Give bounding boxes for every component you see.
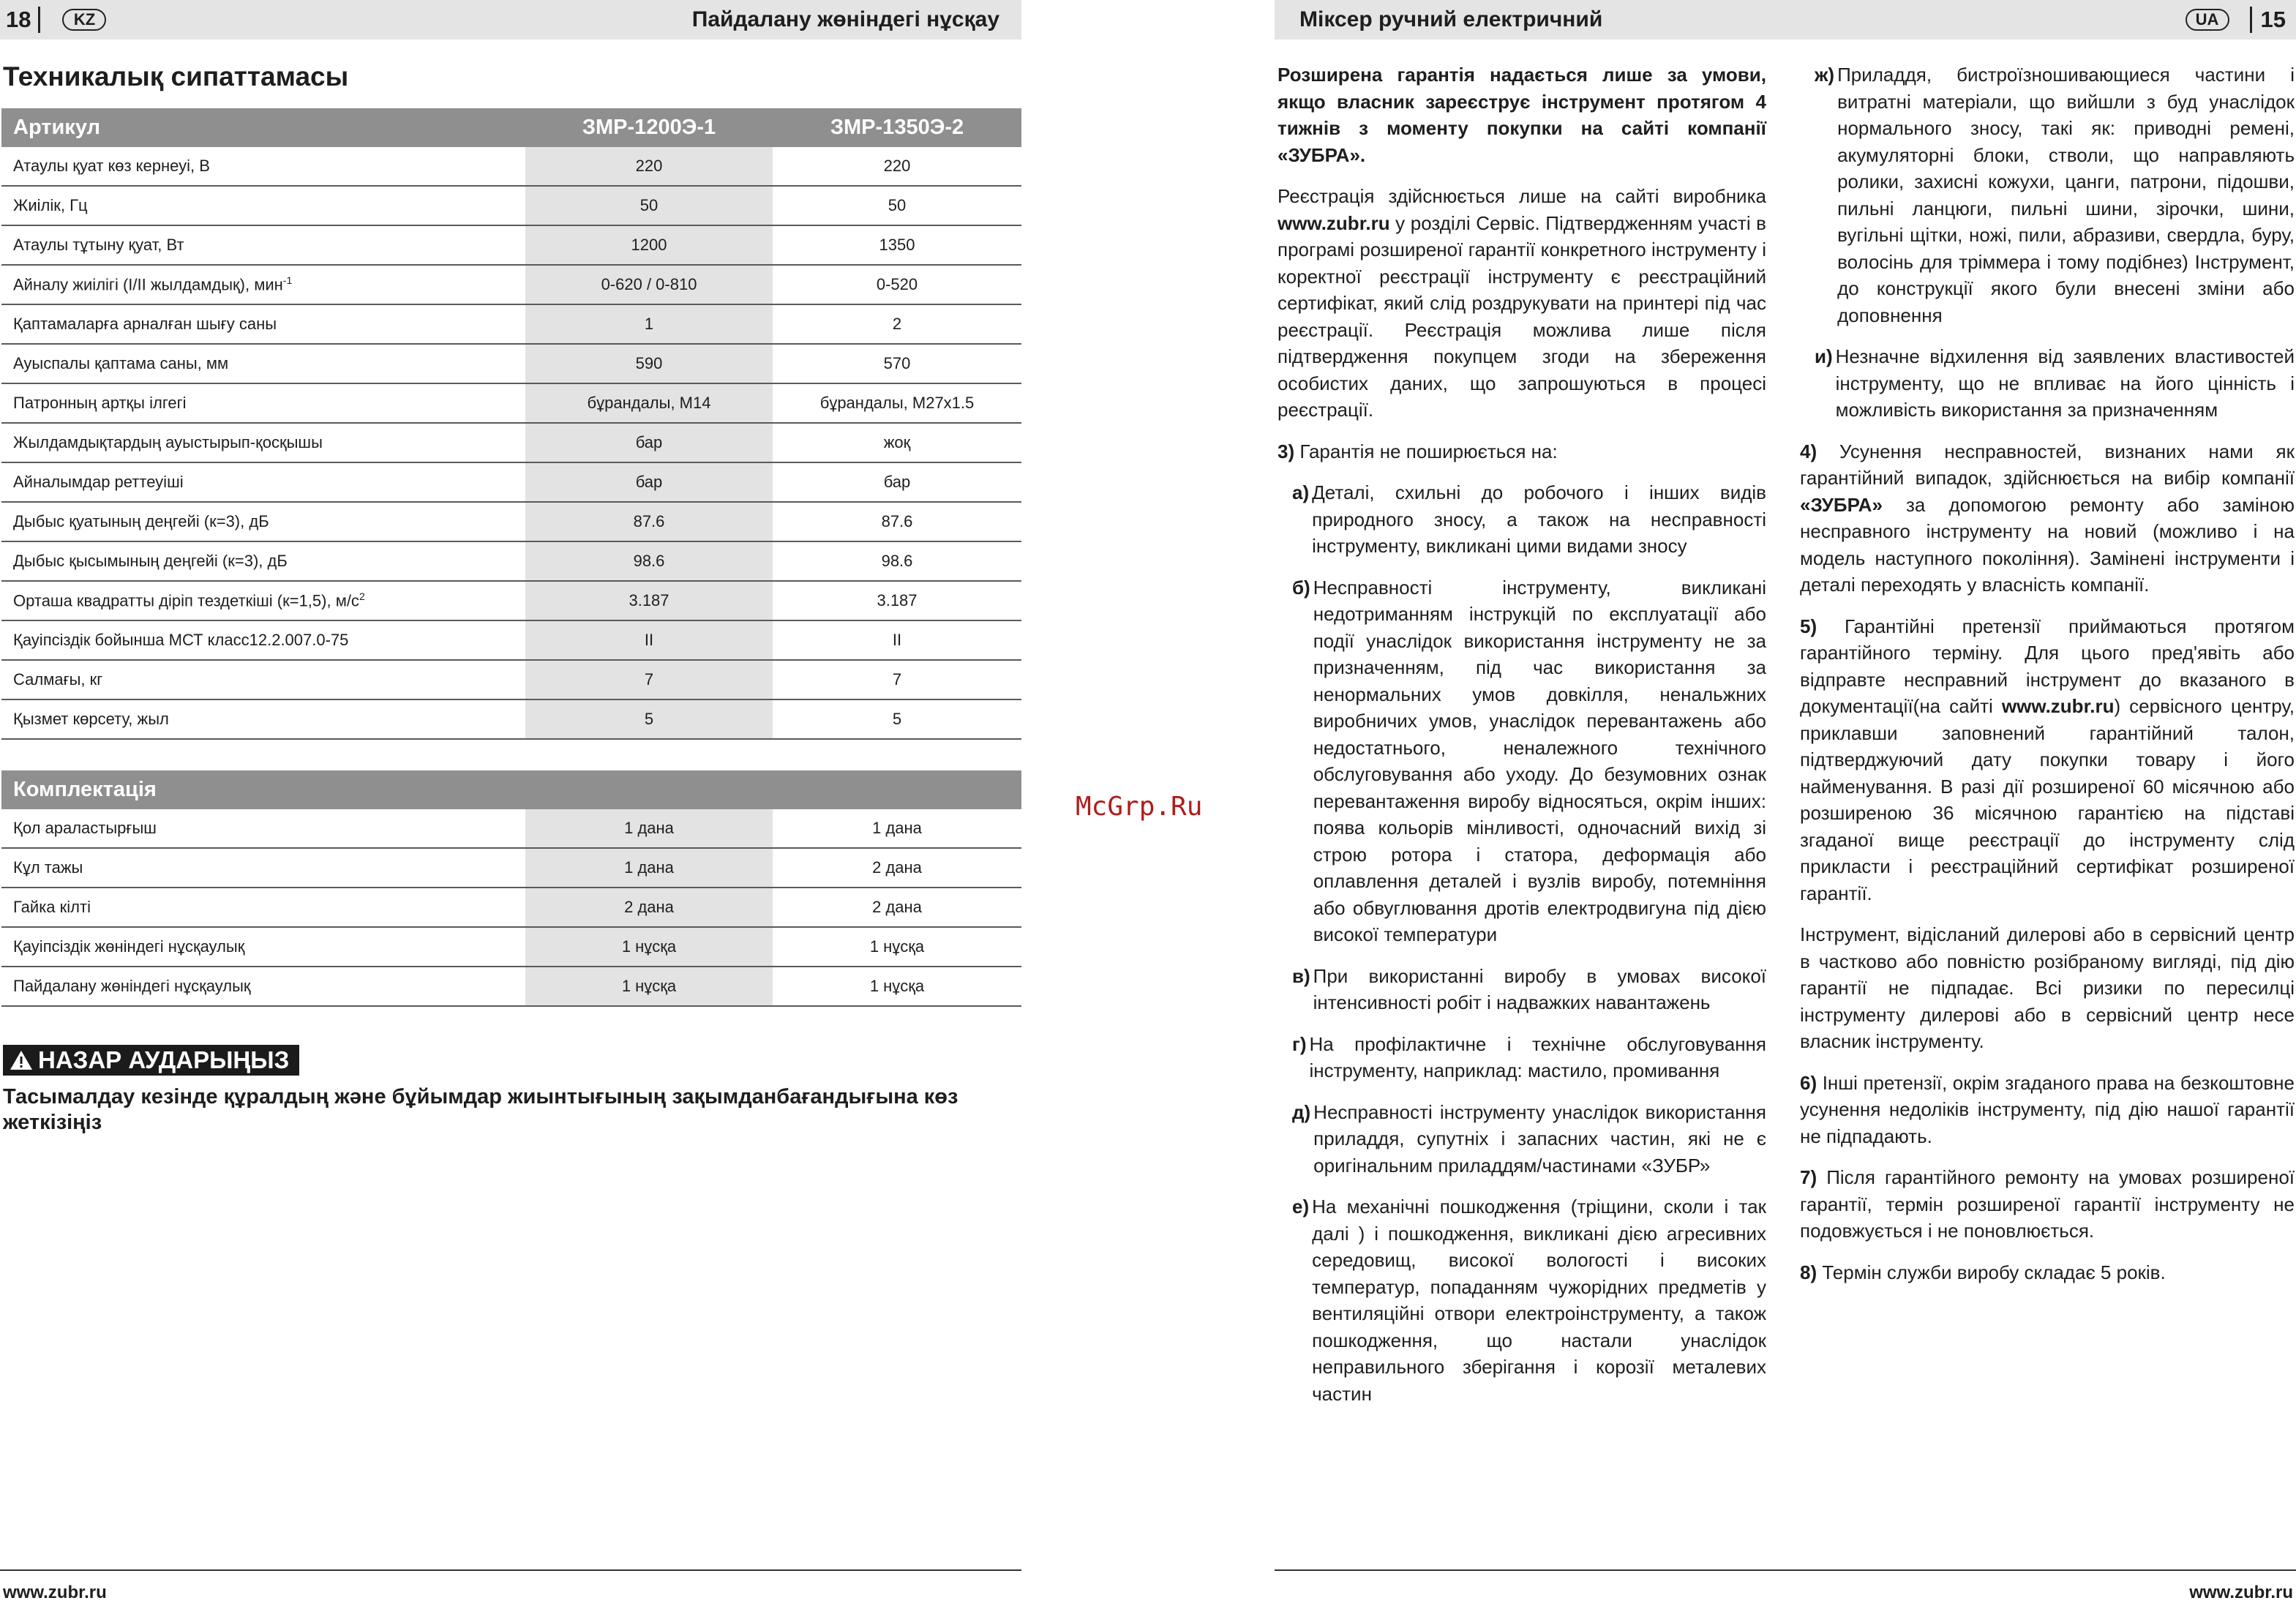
table-row bbox=[1, 383, 1021, 423]
row-value-model-1: бұрандалы, М14 bbox=[525, 383, 773, 423]
row-value-model-2: 87.6 bbox=[773, 502, 1021, 541]
left-footer-line bbox=[0, 1569, 1021, 1571]
right-header-title: Міксер ручний електричний bbox=[1299, 7, 1603, 31]
row-label: Айналу жиілігі (I/II жылдамдық), мин$^{-1}$ bbox=[1, 265, 525, 304]
row-value-model-2: 7 bbox=[773, 660, 1021, 699]
row-value-model-2: 50 bbox=[773, 186, 1021, 225]
lang-badge-kz: KZ bbox=[62, 9, 106, 31]
row-label: Атаулы тұтыну қуат, Вт bbox=[1, 225, 525, 265]
header-divider bbox=[2250, 7, 2252, 33]
table-row bbox=[1, 927, 1021, 967]
right-footer-url[interactable]: www.zubr.ru bbox=[2189, 1583, 2293, 1602]
right-page bbox=[1275, 0, 2296, 1617]
row-value-model-1: 590 bbox=[525, 344, 773, 383]
spec-header-model-2: ЗМР-1350Э-2 bbox=[773, 108, 1021, 147]
table-row bbox=[1, 462, 1021, 502]
row-label: Гайка кілті bbox=[1, 888, 525, 927]
table-row bbox=[1, 581, 1021, 620]
row-value-model-1: бар bbox=[525, 423, 773, 462]
spec-header-row bbox=[1, 108, 1021, 147]
left-page-number: 18 bbox=[6, 7, 31, 32]
row-value-model-2: 0-520 bbox=[773, 265, 1021, 304]
warning-header bbox=[3, 1045, 299, 1076]
row-value-model-1: 1 bbox=[525, 304, 773, 344]
table-row bbox=[1, 344, 1021, 383]
list-item: б) Несправності інструменту, викликані недотриманням інструкцій по експлуатації або події унаслідок використання інструменту не за призначенням, під час використання за ненормальних умов довкілля, ненальжних виробничих умов, унаслідок перевантажень або недостатнього, неналежного технічного обслуговування або уходу. До безумовних ознак перевантаження виробу відносяться, окрім інших: поява кольорів мінливості, одночасний вихід зі строю ротора і статора, деформація або оплавлення деталей і вузлів виробу, потемніння або обвуглювання дротів електродвигуна під дією високої температури bbox=[1292, 576, 1766, 945]
paragraph-shipping: Інструмент, відісланий дилерові або в сервісний центр в частково або повністю розібраному вигляді, під дію гарантії не підпадає. Всі ризики по пересилці інструменту дилерові або в сервісний центр несе власник інструменту. bbox=[1800, 923, 2295, 1052]
row-value-model-1: 5 bbox=[525, 699, 773, 739]
table-row bbox=[1, 423, 1021, 462]
lang-badge-ua: UA bbox=[2186, 9, 2229, 31]
kit-body bbox=[1, 809, 1021, 1006]
row-label: Патронның артқы ілгегі bbox=[1, 383, 525, 423]
kit-header-row bbox=[1, 770, 1021, 809]
table-row bbox=[1, 541, 1021, 581]
section-title: Техникалық сипаттамасы bbox=[3, 61, 349, 91]
warning-triangle-icon bbox=[9, 1049, 34, 1071]
paragraph-7: 7) Після гарантійного ремонту на умовах розширеної гарантії, термін розширеної гарантії інструменту не подовжується і не поновлюється. bbox=[1800, 1166, 2295, 1242]
row-label: Дыбыс қуатының деңгейі (к=3), дБ bbox=[1, 502, 525, 541]
row-value-model-1: 2 дана bbox=[525, 888, 773, 927]
table-row bbox=[1, 620, 1021, 660]
row-label: Қауіпсіздік жөніндегі нұсқаулық bbox=[1, 927, 525, 967]
kit-header: Комплектація bbox=[1, 770, 1021, 809]
registration-paragraph: Реєстрація здійснюється лише на сайті виробника www.zubr.ru у розділі Сервіс. Підтвердженням участі в програмі розширеної гарантії конкретного інструменту і коректної реєстрації інструменту є реєстраційний сертифікат, який слід роздрукувати на принтері під час реєстрації. Реєстрація можлива лише після підтвердження покупцем згоди на збереження особистих даних, що запрошуються в процесі реєстрації. bbox=[1278, 185, 1766, 421]
table-row bbox=[1, 699, 1021, 739]
row-value-model-2: 2 дана bbox=[773, 888, 1021, 927]
left-footer-url[interactable]: www.zubr.ru bbox=[3, 1583, 107, 1602]
list-item: г) На профілактичне і технічне обслуговування інструменту, наприклад: мастило, промивання bbox=[1292, 1032, 1766, 1081]
row-label: Қол араластырғыш bbox=[1, 809, 525, 848]
row-label: Қауіпсіздік бойынша МСТ класс12.2.007.0-75 bbox=[1, 620, 525, 660]
row-value-model-1: 1 нұсқа bbox=[525, 927, 773, 967]
row-label: Кұл тажы bbox=[1, 848, 525, 888]
table-row bbox=[1, 848, 1021, 888]
list-item: в) При використанні виробу в умовах високої інтенсивності робіт і надважких навантажень bbox=[1292, 964, 1766, 1013]
row-value-model-2: жоқ bbox=[773, 423, 1021, 462]
row-value-model-2: 570 bbox=[773, 344, 1021, 383]
table-row bbox=[1, 147, 1021, 186]
table-row bbox=[1, 888, 1021, 927]
list-item: ж) Приладдя, бистроїзношивающиеся частини і витратні матеріали, що вийшли з буд унаслідок нормального зносу, такі як: приводні ремені, акумуляторні блоки, стволи, що направляють ролики, захисні кожухи, цанги, патрони, підошви, пильні ланцюги, пильні шини, зірочки, шини, вугільні щітки, ножі, пили, абразиви, свердла, буру, волосінь для тріммера і тому подібнез) Інструмент, до конструкції якого були внесені зміни або доповнення bbox=[1815, 64, 2295, 326]
row-value-model-1: 87.6 bbox=[525, 502, 773, 541]
right-column-2 bbox=[1800, 61, 2295, 1300]
row-value-model-1: 98.6 bbox=[525, 541, 773, 581]
row-value-model-1: 0-620 / 0-810 bbox=[525, 265, 773, 304]
row-value-model-2: 1 нұсқа bbox=[773, 967, 1021, 1006]
row-label: Қызмет көрсету, жыл bbox=[1, 699, 525, 739]
row-value-model-1: 7 bbox=[525, 660, 773, 699]
paragraph-8: 8) Термін служби виробу складає 5 років. bbox=[1800, 1261, 2166, 1283]
exclusions-list bbox=[1278, 479, 1766, 1407]
kit-table bbox=[1, 770, 1021, 1007]
row-value-model-2: 5 bbox=[773, 699, 1021, 739]
row-label: Жылдамдықтардың ауыстырып-қосқышы bbox=[1, 423, 525, 462]
extended-warranty-intro: Розширена гарантія надається лише за умови, якщо власник зареєструє інструмент протягом 4 тижнів з моменту покупки на сайті компанії «ЗУБРА». bbox=[1278, 64, 1766, 166]
warning-text: Тасымалдау кезінде құралдың және бұйымдар жиынтығының зақымданбағандығына көз жеткізіңіз bbox=[3, 1085, 958, 1134]
row-value-model-2: II bbox=[773, 620, 1021, 660]
spec-table bbox=[1, 108, 1021, 740]
warning-title: НАЗАР АУДАРЫҢЫЗ bbox=[38, 1046, 290, 1073]
list-item: и) Незначне відхилення від заявлених властивостей інструменту, що не впливає на його цінність і можливість використання за призначенням bbox=[1815, 345, 2295, 421]
table-row bbox=[1, 809, 1021, 848]
header-divider bbox=[38, 7, 40, 33]
spec-body bbox=[1, 147, 1021, 739]
right-footer-line bbox=[1275, 1569, 2296, 1571]
list-item: д) Несправності інструменту унаслідок використання приладдя, супутніх і запасних частин, які не є оригінальним приладдям/частинами «ЗУБР» bbox=[1292, 1100, 1766, 1177]
left-page bbox=[0, 0, 1021, 1617]
row-value-model-1: 1 дана bbox=[525, 809, 773, 848]
row-value-model-2: 2 bbox=[773, 304, 1021, 344]
warranty-exclusions-title: 3) Гарантія не поширюється на: bbox=[1278, 440, 1558, 462]
row-value-model-2: 2 дана bbox=[773, 848, 1021, 888]
row-label: Айналымдар реттеуіші bbox=[1, 462, 525, 502]
row-value-model-1: 220 bbox=[525, 147, 773, 186]
spec-header-model-1: ЗМР-1200Э-1 bbox=[525, 108, 773, 147]
row-label: Орташа квадратты діріп тездеткіші (к=1,5), $м/с^2$ bbox=[1, 581, 525, 620]
right-column-1 bbox=[1278, 61, 1766, 1422]
table-row bbox=[1, 967, 1021, 1006]
table-row bbox=[1, 660, 1021, 699]
row-value-model-1: 1 нұсқа bbox=[525, 967, 773, 1006]
row-value-model-2: 98.6 bbox=[773, 541, 1021, 581]
row-label: Дыбыс қысымының деңгейі (к=3), дБ bbox=[1, 541, 525, 581]
table-row bbox=[1, 225, 1021, 265]
row-value-model-1: 1200 bbox=[525, 225, 773, 265]
row-value-model-1: 3.187 bbox=[525, 581, 773, 620]
table-row bbox=[1, 304, 1021, 344]
watermark: McGrp.Ru bbox=[1076, 792, 1203, 822]
row-label: Қаптамаларға арналған шығу саны bbox=[1, 304, 525, 344]
row-value-model-2: 1 нұсқа bbox=[773, 927, 1021, 967]
list-item: а) Деталі, схильні до робочого і інших видів природного зносу, а також на несправності інструменту, викликані цими видами зносу bbox=[1292, 481, 1766, 557]
table-row bbox=[1, 502, 1021, 541]
row-value-model-2: бар bbox=[773, 462, 1021, 502]
paragraph-4: 4) Усунення несправностей, визнаних нами як гарантійний випадок, здійснюється на вибір компанії «ЗУБРА» за допомогою ремонту або заміною несправного інструменту на новий (можливо і на модель наступного покоління). Замінені інструменти і деталі переходять у власність компанії. bbox=[1800, 440, 2295, 596]
row-value-model-1: 50 bbox=[525, 186, 773, 225]
site-link[interactable]: www.zubr.ru bbox=[1278, 211, 1390, 234]
row-label: Пайдалану жөніндегі нұсқаулық bbox=[1, 967, 525, 1006]
row-label: Ауыспалы қаптама саны, мм bbox=[1, 344, 525, 383]
exclusions-list-continued bbox=[1800, 61, 2295, 424]
row-value-model-2: бұрандалы, М27х1.5 bbox=[773, 383, 1021, 423]
row-value-model-1: II bbox=[525, 620, 773, 660]
row-value-model-2: 220 bbox=[773, 147, 1021, 186]
spec-header-article: Артикул bbox=[1, 108, 525, 147]
row-value-model-2: 1350 bbox=[773, 225, 1021, 265]
row-value-model-1: бар bbox=[525, 462, 773, 502]
paragraph-6: 6) Інші претензії, окрім згаданого права на безкоштовне усунення недоліків інструменту, під дію нашої гарантії не підпадають. bbox=[1800, 1071, 2295, 1147]
table-row bbox=[1, 265, 1021, 304]
paragraph-5: 5) Гарантійні претензії приймаються протягом гарантійного терміну. Для цього пред'явіть або відправте несправний інструмент до вказаного в документації(на сайті www.zubr.ru) сервісного центру, приклавши заповнений гарантійний талон, підтверджуючий дату покупки товару і його найменування. В разі дії розширеної 60 місячною або розширеною 36 місячною гарантією на підставі згаданої вище реєстрації до інструменту слід прикласти і реєстраційний сертифікат розширеної гарантії. bbox=[1800, 615, 2295, 904]
left-header-title: Пайдалану жөніндегі нұсқау bbox=[691, 7, 999, 31]
list-item: е) На механічні пошкодження (тріщини, сколи і так далі ) і пошкодження, викликані дією агресивних середовищ, високої вологості і високих температур, попаданням чужорідних предметів у вентиляційні отвори електроінструменту, а також пошкодження, що настали унаслідок неправильного зберігання і корозії металевих частин bbox=[1292, 1196, 1766, 1405]
site-link[interactable]: www.zubr.ru bbox=[2001, 695, 2115, 717]
row-label: Жиілік, Гц bbox=[1, 186, 525, 225]
row-value-model-2: 1 дана bbox=[773, 809, 1021, 848]
right-header-bar bbox=[1275, 0, 2296, 40]
row-label: Атаулы қуат көз кернеуі, В bbox=[1, 147, 525, 186]
row-value-model-1: 1 дана bbox=[525, 848, 773, 888]
right-page-number: 15 bbox=[2260, 7, 2286, 32]
row-label: Салмағы, кг bbox=[1, 660, 525, 699]
table-row bbox=[1, 186, 1021, 225]
left-header-bar bbox=[0, 0, 1021, 40]
row-value-model-2: 3.187 bbox=[773, 581, 1021, 620]
